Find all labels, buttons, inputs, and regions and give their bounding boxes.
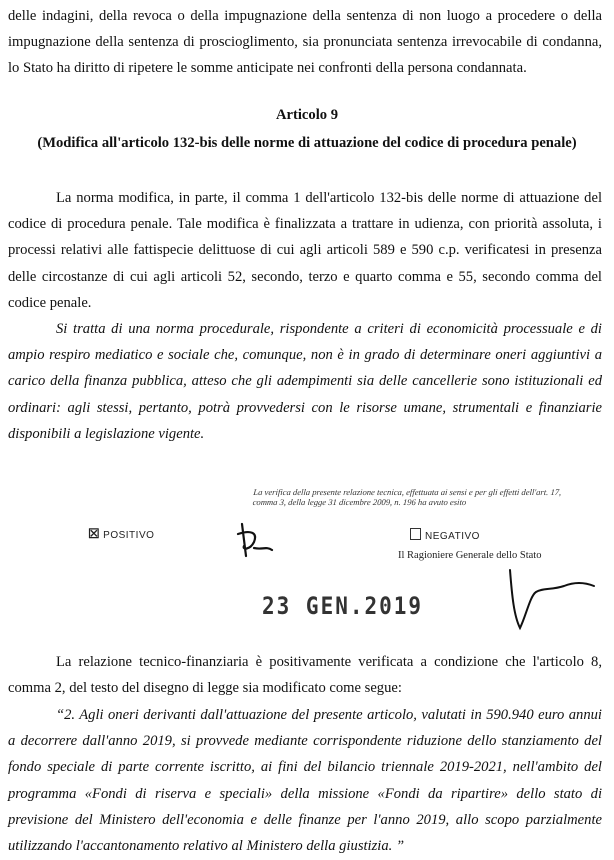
- date-stamp: 23 GEN.2019: [262, 592, 424, 620]
- article-title: Articolo 9: [275, 107, 338, 123]
- checked-x-icon: ☒: [88, 526, 101, 541]
- text-line: programma «Fondi di riserva e speciali» della missione «Fondi da ripartire» dello stato di: [8, 785, 602, 802]
- handwritten-signature-icon: [500, 566, 600, 636]
- text-line: delle indagini, della revoca o della impugnazione della sentenza di non luogo a procedere o della: [8, 8, 602, 24]
- positive-label: POSITIVO: [103, 530, 155, 541]
- closing-paragraph: [8, 649, 602, 701]
- article-subtitle: (Modifica all'articolo 132-bis delle norme di attuazione del codice di procedura penale): [37, 135, 577, 151]
- article-paragraph: [8, 185, 602, 316]
- text-line: utilizzando l'accantonamento relativo al Ministero della giustizia. ”: [8, 838, 405, 855]
- text-line: disponibili a legislazione vigente.: [8, 425, 205, 442]
- handwritten-initials-icon: [236, 520, 286, 562]
- negative-label: NEGATIVO: [425, 531, 480, 542]
- stamp-verification-text: La verifica della presente relazione tecnica, effettuata ai sensi e per gli effetti dell'art. 17, comma 3, della legge 31 dicembre 2009, n. 196 ha avuto esito: [252, 487, 562, 507]
- text-line: La relazione tecnico-finanziaria è positivamente verificata a condizione che l'articolo 8,: [56, 654, 602, 670]
- text-line: fondo speciale di parte corrente iscritto, ai fini del bilancio triennale 2019-2021, nell'ambito del: [8, 759, 602, 776]
- text-line: impugnazione della sentenza di proscioglimento, sia pronunciata sentenza irrevocabile di condanna,: [8, 34, 602, 51]
- text-line: codice penale.: [8, 294, 92, 311]
- empty-checkbox-icon: [410, 528, 421, 540]
- intro-paragraph: [8, 3, 602, 82]
- text-line: lo Stato ha diritto di ripetere le somme anticipate nei confronti della persona condannata.: [8, 60, 527, 77]
- negative-checkbox: [410, 528, 480, 542]
- text-line: ampio respiro mediatico e sociale che, comunque, non è in grado di determinare oneri aggiuntivi a: [8, 347, 602, 364]
- text-line: carico della finanza pubblica, atteso che gli adempimenti sia delle cancellerie sono istituzionali ed: [8, 373, 602, 390]
- text-line: La norma modifica, in parte, il comma 1 dell'articolo 132-bis delle norme di attuazione del: [56, 190, 602, 206]
- text-line: previsione del Ministero dell'economia e delle finanze per l'anno 2019, allo scopo parzialmente: [8, 811, 602, 828]
- italic-paragraph: [8, 316, 602, 447]
- text-line: Si tratta di una norma procedurale, rispondente a criteri di economicità processuale e di: [56, 321, 602, 337]
- text-line: codice di procedura penale. Tale modifica è finalizzata a trattare in udienza, con priorità assoluta, i: [8, 216, 602, 233]
- signatory-title: Il Ragioniere Generale dello Stato: [398, 550, 542, 561]
- text-line: “2. Agli oneri derivanti dall'attuazione del presente articolo, valutati in 590.940 euro annui: [56, 707, 602, 723]
- positive-checkbox: [88, 526, 154, 542]
- text-line: processi relativi alle fattispecie delittuose di cui agli articoli 589 e 590 c.p. verificatesi in presenza: [8, 242, 602, 259]
- text-line: comma 2, del testo del disegno di legge sia modificato come segue:: [8, 680, 402, 697]
- text-line: delle circostanze di cui agli articoli 52, secondo, terzo e quarto comma e 55, secondo comma del: [8, 268, 602, 285]
- amendment-quote: [8, 702, 602, 859]
- text-line: a decorrere dall'anno 2019, si provvede mediante corrispondente riduzione dello stanziamento del: [8, 733, 602, 750]
- text-line: ordinari: agli stessi, pertanto, potrà provvedersi con le risorse umane, strumentali e finanziarie: [8, 399, 602, 416]
